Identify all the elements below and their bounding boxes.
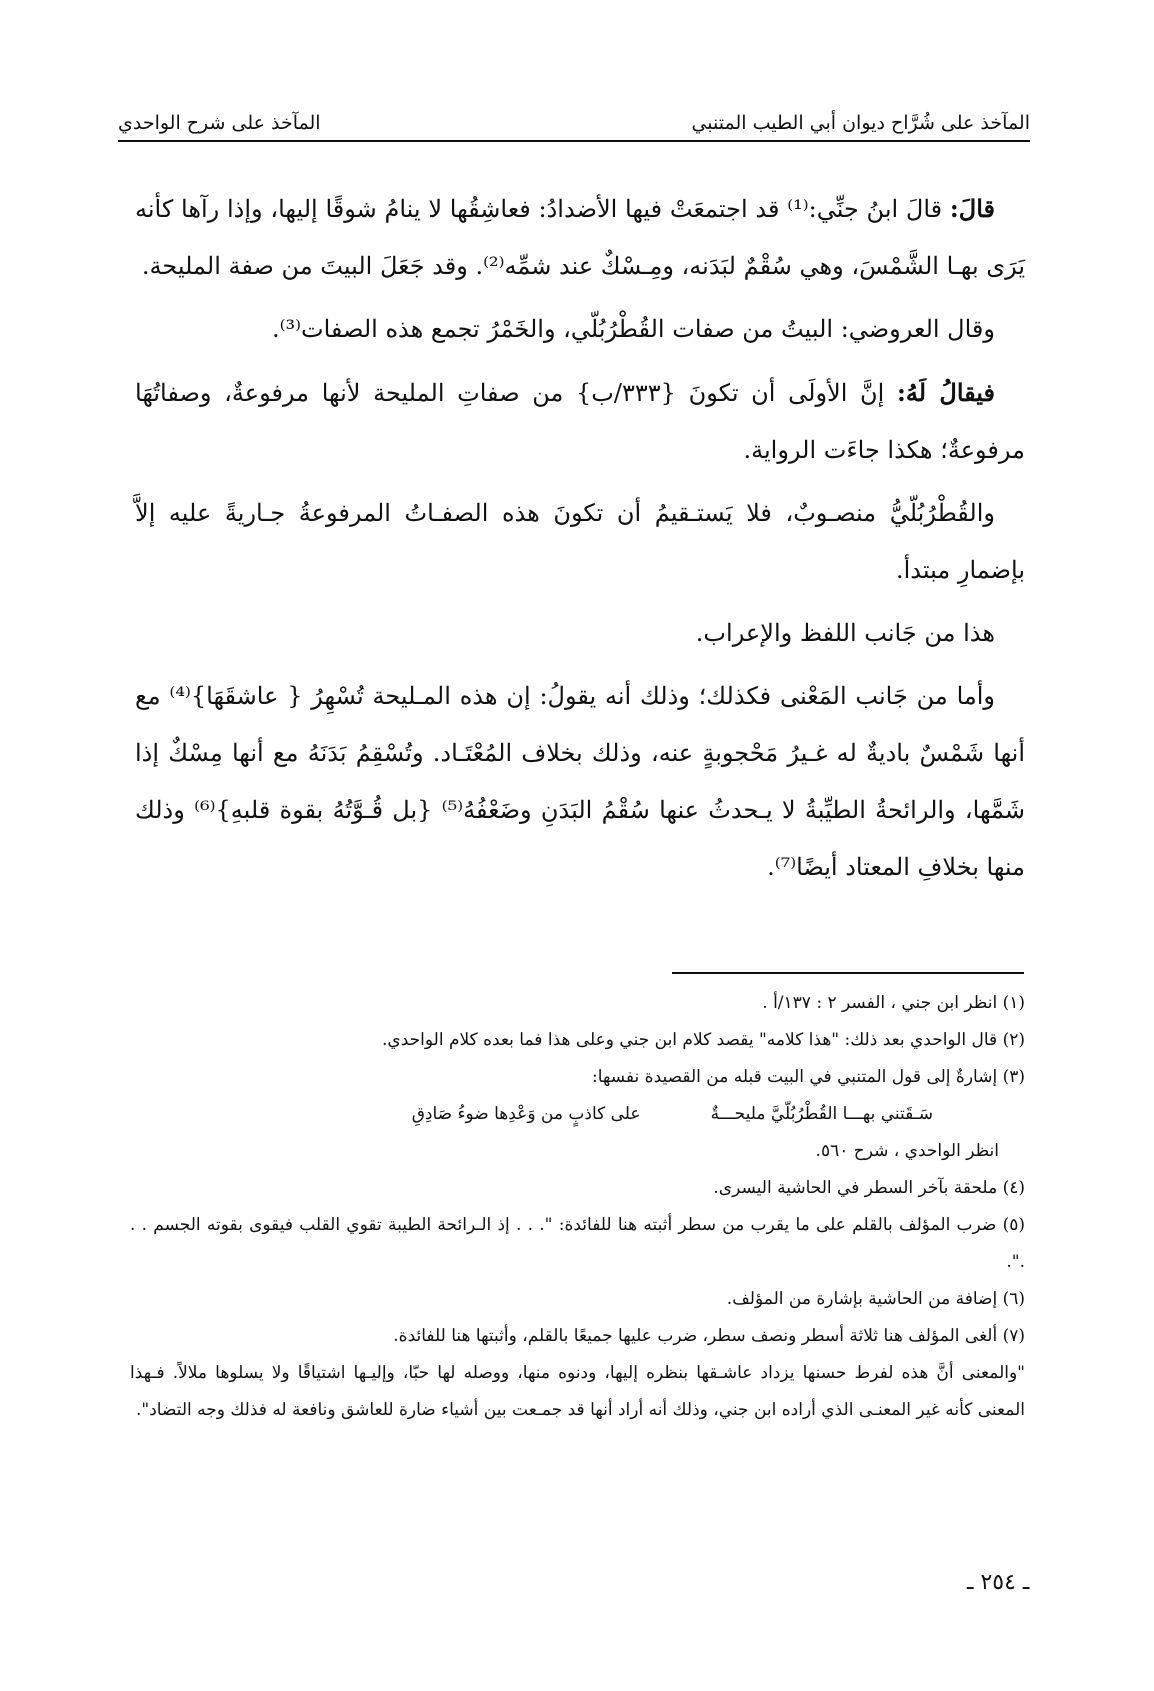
header-book-title: المآخذ على شُرَّاح ديوان أبي الطيب المتنبي — [691, 112, 1030, 134]
footnotes — [130, 985, 1025, 1429]
verse-second-hemistich: على كاذبٍ من وَعْدِها ضوءُ صَادِقِ — [411, 1104, 641, 1124]
footnote-7: (٧) ألغى المؤلف هنا ثلاثة أسطر ونصف سطر، ضرب عليها جميعًا بالقلم، وأثبتها هنا للفائدة. — [393, 1326, 1025, 1346]
header-section-title: المآخذ على شرح الواحدي — [118, 112, 321, 134]
footnote-3: (٣) إشارةٌ إلى قول المتنبي في البيت قبله من القصيدة نفسها: — [592, 1067, 1025, 1087]
footnote-1: (١) انظر ابن جني ، الفسر ٢ : ١٣٧/أ . — [762, 993, 1025, 1013]
running-header — [118, 88, 1030, 142]
page-number: ـ ٢٥٤ ـ — [967, 1570, 1030, 1595]
footnote-6: (٦) إضافة من الحاشية بإشارة من المؤلف. — [726, 1289, 1025, 1309]
paragraph: وقال العروضي: البيتُ من صفات القُطْرُبُلّي، والخَمْرُ تجمع هذه الصفات⁽³⁾. — [271, 315, 995, 343]
footnote-5: (٥) ضرب المؤلف بالقلم على ما يقرب من سطر أثبته هنا للفائدة: ". . . إذ الـرائحة الطيبة تقوي القلب فيقوى بقوته الجسم . . .". — [130, 1215, 1025, 1272]
footnote-separator — [672, 972, 1024, 974]
paragraph-text: قالَ ابنُ جنِّي:⁽¹⁾ قد اجتمعَتْ فيها الأضدادُ: فعاشِقُها لا ينامُ شوقًا إليها، وإذا رآها كأنه يَرَى بهـا الشَّمْسَ، وهي سُقْمٌ لبَدَنه، ومِـسْكٌ عند شمِّه⁽²⁾. وقد جَعَلَ البيتَ من صفة المليحة. — [135, 195, 1025, 280]
footnote-4: (٤) ملحقة بآخر السطر في الحاشية اليسرى. — [713, 1178, 1025, 1198]
main-text — [135, 180, 1025, 902]
paragraph-lead: فيقالُ لَهُ: — [897, 378, 996, 407]
paragraph-lead: قالَ: — [949, 194, 995, 223]
footnote-3-reference: انظر الواحدي ، شرح ٥٦٠. — [815, 1141, 999, 1161]
paragraph — [135, 180, 1025, 295]
footnote-2: (٢) قال الواحدي بعد ذلك: "هذا كلامه" يقصد كلام ابن جني وعلى هذا فما بعده كلام الواحدي. — [382, 1030, 1025, 1050]
paragraph: والقُطْرُبُلّيُّ منصـوبٌ، فلا يَستـقيمُ أن تكونَ هذه الصفـاتُ المرفوعةُ جـاريةً عليه إلاَّ بإضمارِ مبتدأ. — [135, 499, 1025, 584]
paragraph: وأما من جَانب المَعْنى فكذلك؛ وذلك أنه يقولُ: إن هذه المـليحة تُسْهِرُ { عاشقَهَا}⁽⁴⁾ مع أنها شَمْسٌ باديةٌ له غـيرُ مَحْجوبةٍ عنه، وذلك بخلاف المُعْتَـاد. وتُسْقِمُ بَدَنَهُ مع أنها مِسْكٌ إذا شَمَّها، والرائحةُ الطيِّبةُ لا يـحدثُ عنها سُقْمُ البَدَنِ وضَعْفُهُ⁽⁵⁾ {بل قُـوَّتُهُ بقوة قلبهِ}⁽⁶⁾ وذلك منها بخلافِ المعتاد أيضًا⁽⁷⁾. — [135, 682, 1025, 881]
paragraph-text: إنَّ الأولَى أن تكونَ {٣٣٣/ب} من صفاتِ المليحة لأنها مرفوعةٌ، وصفاتُهَا مرفوعةٌ؛ هكذا جاءَت الرواية. — [135, 379, 1025, 464]
paragraph: هذا من جَانب اللفظ والإعراب. — [695, 619, 995, 647]
footnote-7-quote: "والمعنى أنَّ هذه لفرط حسنها يزداد عاشـقها بنظره إليها، ودنوه منها، ووصله لها حبّا، وإليـها اشتياقًا ولا يسلوها ملالاً. فـهذا المعنى كأنه غير المعنـى الذي أراده ابن جني، وذلك أنه أراد أنها قد جمـعت بين أشياء ضارة للعاشق ونافعة له فذلك وجه التضاد". — [130, 1363, 1025, 1420]
verse-line — [130, 1096, 1025, 1133]
paragraph — [135, 364, 1025, 479]
verse-first-hemistich: سَـقَتني بهـــا القُطْرُبُلّيَّ مليحـــةٌ — [710, 1104, 933, 1124]
